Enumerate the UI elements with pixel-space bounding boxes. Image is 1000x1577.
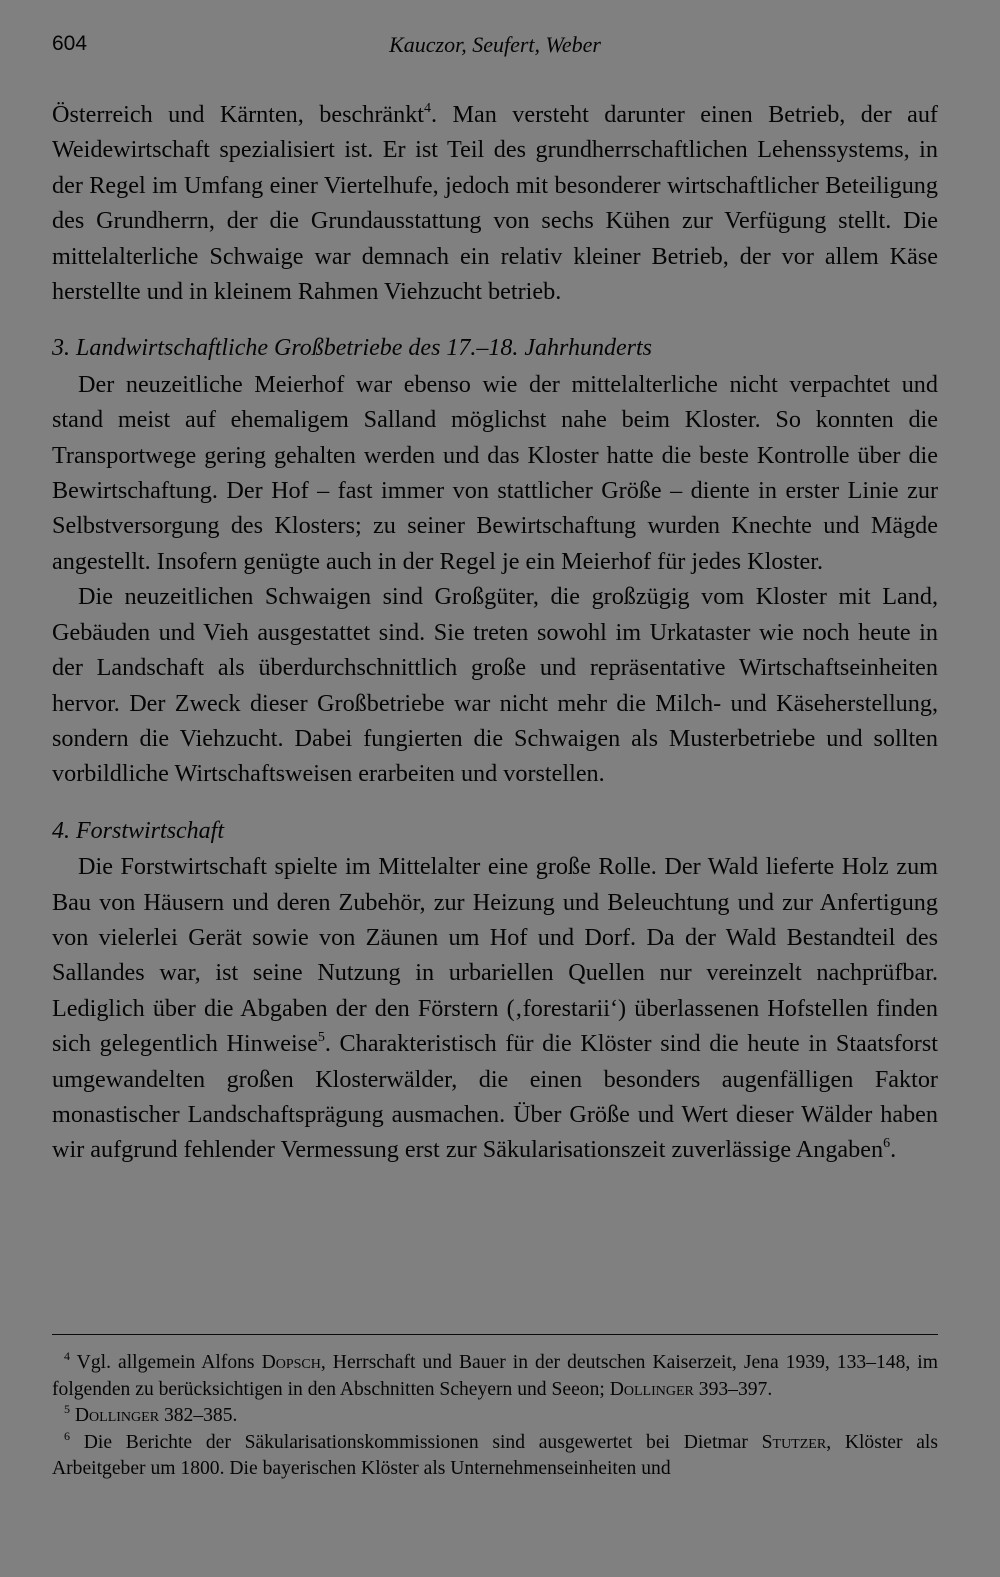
- paragraph-meierhof: Der neuzeitliche Meierhof war ebenso wie der mittelalterliche nicht verpachtet und stand meist auf ehemaligem Salland möglichst nahe beim Kloster. So konnten die Transportwege gering gehalten werden und das Kloster hatte die beste Kontrolle über die Bewirtschaftung. Der Hof – fast immer von stattlicher Größe – diente in erster Linie zur Selbstversorgung des Klosters; zu seiner Bewirtschaftung wurden Knechte und Mägde angestellt. Insofern genügte auch in der Regel je ein Meierhof für jedes Kloster.: [52, 370, 938, 575]
- footnote-6: $^6$ Die Berichte der Säkularisationskommissionen sind ausgewertet bei Dietmar Stutzer, Klöster als Arbeitgeber um 1800. Die bayerischen Klöster als Unternehmenseinheiten und: [52, 1428, 938, 1480]
- author-name: Dollinger: [609, 1378, 694, 1400]
- section-heading-3: 3. Landwirtschaftliche Großbetriebe des 17.–18. Jahrhunderts: [52, 335, 652, 362]
- page-number: 604: [52, 32, 88, 55]
- body-text: [52, 97, 938, 1168]
- paragraph-neuzeitliche-schwaigen: Die neuzeitlichen Schwaigen sind Großgüter, die großzügig vom Kloster mit Land, Gebäuden und Vieh ausgestattet sind. Sie treten sowohl im Urkataster wie noch heute in der Landschaft als überdurchschnittlich große und repräsentative Wirtschaftseinheiten hervor. Der Zweck dieser Großbetriebe war nicht mehr die Milch- und Käseherstellung, sondern die Viehzucht. Dabei fungierten die Schwaigen als Musterbetriebe und sollten vorbildliche Wirtschaftsweisen erarbeiten und vorstellen.: [52, 583, 938, 788]
- footnote-ref-5[interactable]: 5: [317, 1030, 325, 1046]
- footnote-ref-4[interactable]: 4: [424, 101, 432, 116]
- author-name: Dopsch: [261, 1352, 321, 1373]
- footnotes: [52, 1350, 938, 1483]
- section-heading-4: 4. Forstwirtschaft: [52, 817, 225, 844]
- paragraph-forstwirtschaft: Die Forstwirtschaft spielte im Mittelalter eine große Rolle. Der Wald lieferte Holz zum Bau von Häusern und deren Zubehör, zur Heizung und Beleuchtung und zur Anfertigung von vielerlei Gerät sowie von Zäunen um Hof und Dorf. Da der Wald Bestandteil des Sallandes war, ist seine Nutzung in urbariellen Quellen nur vereinzelt nachprüfbar. Lediglich über die Abgaben der den Förstern (‚forestarii‘) überlassenen Hofstellen finden sich gelegentlich Hinweise$^5$. Charakteristisch für die Klöster sind die heute in Staatsforst umgewandelten großen Klosterwälder, die einen besonders augenfälligen Faktor monastischer Landschaftsprägung ausmachen. Über Größe und Wert dieser Wälder haben wir aufgrund fehlender Vermessung erst zur Säkularisationszeit zuverlässige Angaben$^6$.: [52, 853, 938, 1164]
- running-title: Kauczor, Seufert, Weber: [389, 32, 601, 57]
- footnote-number: 5: [64, 1402, 70, 1417]
- footnote-number: 4: [64, 1349, 70, 1363]
- author-name: Stutzer: [761, 1431, 827, 1453]
- footnote-number: 6: [64, 1428, 70, 1443]
- footnote-ref-6[interactable]: 6: [883, 1136, 891, 1152]
- footnote-divider: [52, 1334, 938, 1335]
- footnote-5: $^5$ Dollinger 382–385.: [64, 1402, 238, 1427]
- running-head: [52, 32, 938, 66]
- author-name: Dollinger: [74, 1405, 160, 1427]
- paragraph-schwaige: Österreich und Kärnten, beschränkt$^4$. Man versteht darunter einen Betrieb, der auf Weidewirtschaft spezialisiert ist. Er ist Teil des grundherrschaftlichen Lehenssystems, in der Regel im Umfang einer Viertelhufe, jedoch mit besonderer wirtschaftlicher Beteiligung des Grundherrn, der die Grundausstattung von sechs Kühen zur Verfügung stellt. Die mittelalterliche Schwaige war demnach ein relativ kleiner Betrieb, der vor allem Käse herstellte und in kleinem Rahmen Viehzucht betrieb.: [52, 101, 938, 306]
- footnote-4: $^4$ Vgl. allgemein Alfons Dopsch, Herrschaft und Bauer in der deutschen Kaiserzeit, Jena 1939, 133–148, im folgenden zu berücksichtigen in den Abschnitten Scheyern und Seeon; Dollinger 393–397.: [52, 1349, 938, 1400]
